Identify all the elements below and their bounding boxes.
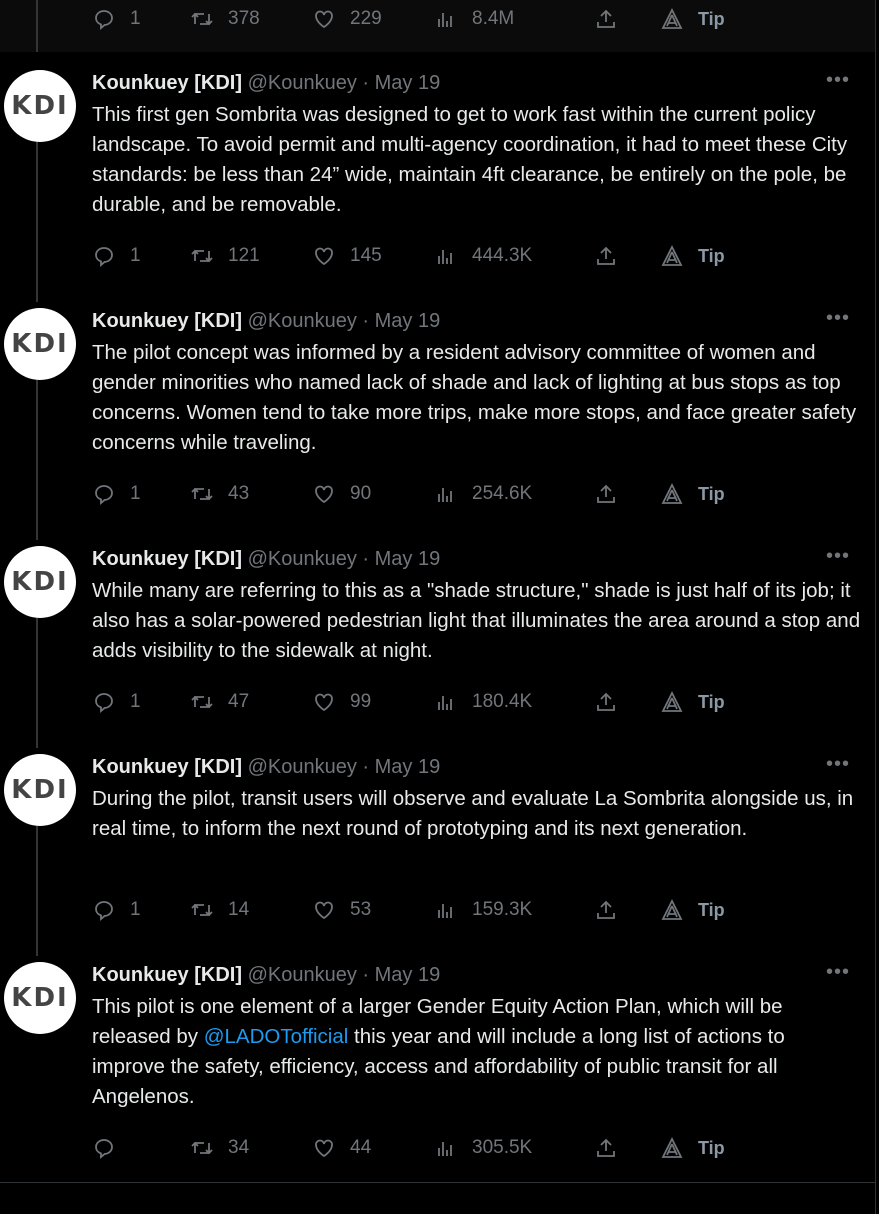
tweet-date[interactable]: May 19 <box>374 72 441 94</box>
like-count: 229 <box>350 8 382 29</box>
author-name[interactable]: Kounkuey [KDI] <box>92 310 242 332</box>
retweet-count: 14 <box>228 899 250 920</box>
retweet-count: 34 <box>228 1137 250 1158</box>
like-icon <box>312 244 336 268</box>
views-icon <box>434 482 458 506</box>
views-icon <box>434 690 458 714</box>
like-count: 145 <box>350 245 382 266</box>
views-icon <box>434 7 458 31</box>
author-handle[interactable]: @Kounkuey <box>247 964 357 986</box>
like-icon <box>312 7 336 31</box>
reply-button[interactable] <box>92 687 141 717</box>
thread-line <box>36 612 38 748</box>
share-icon <box>594 244 618 268</box>
tweet-header <box>92 546 440 572</box>
like-icon <box>312 690 336 714</box>
retweet-button[interactable] <box>190 1133 249 1163</box>
tip-icon <box>660 244 684 268</box>
tip-button[interactable] <box>660 479 725 509</box>
views-button[interactable] <box>434 895 532 925</box>
reply-icon <box>92 482 116 506</box>
retweet-icon <box>190 898 214 922</box>
author-handle[interactable]: @Kounkuey <box>247 310 357 332</box>
retweet-button[interactable] <box>190 241 260 271</box>
views-count: 305.5K <box>472 1137 533 1158</box>
avatar[interactable] <box>4 962 76 1034</box>
share-icon <box>594 482 618 506</box>
share-button[interactable] <box>594 4 618 34</box>
avatar-logo: KDI <box>11 91 69 121</box>
retweet-button[interactable] <box>190 895 249 925</box>
like-button[interactable] <box>312 4 382 34</box>
reply-count: 1 <box>130 8 141 29</box>
views-icon <box>434 898 458 922</box>
avatar-logo: KDI <box>11 329 69 359</box>
like-count: 99 <box>350 691 372 712</box>
tip-icon <box>660 898 684 922</box>
reply-icon <box>92 244 116 268</box>
separator: · <box>356 964 375 986</box>
share-icon <box>594 898 618 922</box>
tip-count: Tip <box>698 483 725 504</box>
reply-icon <box>92 7 116 31</box>
like-button[interactable] <box>312 241 382 271</box>
tip-icon <box>660 1136 684 1160</box>
tweet-text: During the pilot, transit users will observe and evaluate La Sombrita alongside us, in real time, to inform the next round of prototyping and its next generation. <box>92 787 854 840</box>
share-icon <box>594 690 618 714</box>
author-handle[interactable]: @Kounkuey <box>247 756 357 778</box>
tweet-header <box>92 308 440 334</box>
tweet-actions <box>0 4 875 34</box>
author-name[interactable]: Kounkuey [KDI] <box>92 72 242 94</box>
share-button[interactable] <box>594 687 618 717</box>
tweet-text: While many are referring to this as a "shade structure," shade is just half of its job; it also has a solar-powered pedestrian light that illuminates the area around a stop and adds visibility to the sidewalk at night. <box>92 579 861 662</box>
author-handle[interactable]: @Kounkuey <box>247 72 357 94</box>
tip-button[interactable] <box>660 895 725 925</box>
author-name[interactable]: Kounkuey [KDI] <box>92 756 242 778</box>
tip-button[interactable] <box>660 687 725 717</box>
like-button[interactable] <box>312 479 371 509</box>
retweet-button[interactable] <box>190 4 260 34</box>
separator: · <box>356 72 375 94</box>
text-part: This pilot is one element of a larger Gender Equity Action Plan, which will be released by <box>92 995 783 1048</box>
tip-count: Tip <box>698 8 725 29</box>
tweet-header <box>92 70 440 96</box>
retweet-button[interactable] <box>190 479 249 509</box>
retweet-icon <box>190 1136 214 1160</box>
more-options-icon[interactable]: ••• <box>826 753 851 775</box>
tip-count: Tip <box>698 691 725 712</box>
views-button[interactable] <box>434 1133 532 1163</box>
tip-button[interactable] <box>660 241 725 271</box>
retweet-count: 43 <box>228 483 250 504</box>
separator: · <box>356 310 375 332</box>
reply-count: 1 <box>130 691 141 712</box>
reply-count: 1 <box>130 899 141 920</box>
thread-line <box>36 136 38 302</box>
author-name[interactable]: Kounkuey [KDI] <box>92 964 242 986</box>
tip-count: Tip <box>698 245 725 266</box>
thread-line <box>36 374 38 540</box>
tip-count: Tip <box>698 1137 725 1158</box>
views-count: 444.3K <box>472 245 533 266</box>
avatar-logo: KDI <box>11 775 69 805</box>
text-part: this year and will include a long list of actions to improve the safety, efficiency, access and affordability of public transit for all Angelenos. <box>92 1025 785 1108</box>
reply-button[interactable] <box>92 479 141 509</box>
retweet-icon <box>190 690 214 714</box>
like-button[interactable] <box>312 687 371 717</box>
like-count: 53 <box>350 899 372 920</box>
tweet-actions <box>0 687 875 717</box>
like-icon <box>312 898 336 922</box>
share-icon <box>594 7 618 31</box>
thread-line <box>36 820 38 956</box>
more-options-icon[interactable]: ••• <box>826 307 851 329</box>
reply-button[interactable] <box>92 241 141 271</box>
views-button[interactable] <box>434 241 532 271</box>
avatar[interactable] <box>4 546 76 618</box>
avatar-logo: KDI <box>11 567 69 597</box>
like-icon <box>312 1136 336 1160</box>
divider <box>0 1182 875 1183</box>
reply-icon <box>92 1136 116 1160</box>
retweet-icon <box>190 244 214 268</box>
views-count: 254.6K <box>472 483 533 504</box>
share-button[interactable] <box>594 479 618 509</box>
views-icon <box>434 1136 458 1160</box>
tweet-text: This first gen Sombrita was designed to get to work fast within the current policy landscape. To avoid permit and multi-agency coordination, it had to meet these City standards: be less than 24” wide, maintain 4ft clearance, be entirely on the pole, be durable, and be removable. <box>92 103 848 216</box>
retweet-count: 378 <box>228 8 260 29</box>
avatar-logo: KDI <box>11 983 69 1013</box>
more-options-icon[interactable]: ••• <box>826 69 851 91</box>
like-count: 90 <box>350 483 372 504</box>
tweet-text <box>92 992 862 1112</box>
more-options-icon[interactable]: ••• <box>826 545 851 567</box>
tip-button[interactable] <box>660 1133 725 1163</box>
tweet-date[interactable]: May 19 <box>374 756 441 778</box>
separator: · <box>356 756 375 778</box>
avatar[interactable] <box>4 70 76 142</box>
share-button[interactable] <box>594 895 618 925</box>
like-icon <box>312 482 336 506</box>
like-count: 44 <box>350 1137 372 1158</box>
reply-icon <box>92 690 116 714</box>
retweet-count: 47 <box>228 691 250 712</box>
tweet-actions <box>0 895 875 925</box>
tip-button[interactable] <box>660 4 725 34</box>
retweet-icon <box>190 7 214 31</box>
like-button[interactable] <box>312 1133 371 1163</box>
tip-icon <box>660 690 684 714</box>
views-button[interactable] <box>434 479 532 509</box>
share-icon <box>594 1136 618 1160</box>
mention-link[interactable]: @LADOTofficial <box>203 1025 349 1048</box>
author-handle[interactable]: @Kounkuey <box>247 548 357 570</box>
tip-icon <box>660 7 684 31</box>
share-button[interactable] <box>594 241 618 271</box>
views-count: 180.4K <box>472 691 533 712</box>
tip-count: Tip <box>698 899 725 920</box>
reply-count: 1 <box>130 245 141 266</box>
avatar[interactable] <box>4 308 76 380</box>
retweet-count: 121 <box>228 245 260 266</box>
column-border <box>875 0 876 1214</box>
tweet-header <box>92 754 440 780</box>
views-count: 8.4M <box>472 8 515 29</box>
like-button[interactable] <box>312 895 371 925</box>
reply-icon <box>92 898 116 922</box>
author-name[interactable]: Kounkuey [KDI] <box>92 548 242 570</box>
tweet-actions <box>0 241 875 271</box>
tip-icon <box>660 482 684 506</box>
tweet-actions <box>0 479 875 509</box>
retweet-button[interactable] <box>190 687 249 717</box>
reply-count: 1 <box>130 483 141 504</box>
retweet-icon <box>190 482 214 506</box>
reply-button[interactable] <box>92 4 141 34</box>
views-icon <box>434 244 458 268</box>
avatar[interactable] <box>4 754 76 826</box>
separator: · <box>356 548 375 570</box>
share-button[interactable] <box>594 1133 618 1163</box>
more-options-icon[interactable]: ••• <box>826 961 851 983</box>
tweet-date[interactable]: May 19 <box>374 964 441 986</box>
tweet-date[interactable]: May 19 <box>374 548 441 570</box>
reply-button[interactable] <box>92 895 141 925</box>
tweet-date[interactable]: May 19 <box>374 310 441 332</box>
tweet-actions <box>0 1133 875 1163</box>
views-count: 159.3K <box>472 899 533 920</box>
views-button[interactable] <box>434 687 532 717</box>
reply-button[interactable] <box>92 1133 130 1163</box>
tweet-header <box>92 962 440 988</box>
views-button[interactable] <box>434 4 514 34</box>
tweet-text: The pilot concept was informed by a resident advisory committee of women and gender minorities who named lack of shade and lack of lighting at bus stops as top concerns. Women tend to take more trips, make more stops, and face greater safety concerns while traveling. <box>92 341 857 454</box>
